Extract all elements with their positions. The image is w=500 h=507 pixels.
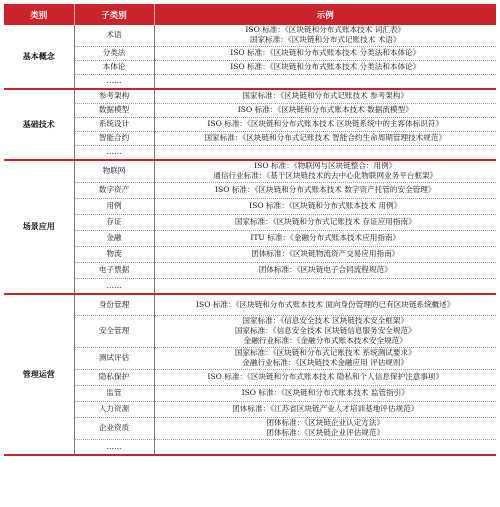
example-cell (154, 246, 496, 262)
example-cell (154, 89, 496, 103)
table-row (4, 294, 496, 315)
table-row (4, 25, 496, 46)
example-text: ISO 标准：《区块链和分布式账本技术 分类法和本体论》 (230, 62, 421, 71)
header-subcategory: 子类别 (74, 4, 154, 25)
subcategory-cell: 系统设计 (74, 117, 154, 131)
example-text: 团体标准：《江苏省区块链产业人才培训基地评估规范》 (232, 404, 419, 413)
table-row (4, 315, 496, 347)
example-text: ISO 标准：《区块链和分布式账本技术 面向身份管理的已有区块链系统概述》 (196, 299, 455, 309)
table-row (4, 439, 496, 455)
header-row (4, 4, 496, 25)
subcategory-cell: 数据模型 (74, 103, 154, 117)
subcategory-cell: 本体论 (74, 60, 154, 74)
example-cell (154, 278, 496, 294)
subcategory-cell: 金融 (74, 230, 154, 246)
header-category: 类别 (4, 4, 74, 25)
example-cell (154, 369, 496, 385)
subcategory-cell: 安全管理 (74, 315, 154, 347)
table-row (4, 347, 496, 369)
standards-table (4, 4, 496, 456)
table-row (4, 89, 496, 103)
table-row (4, 214, 496, 230)
subcategory-cell: 监管 (74, 385, 154, 401)
example-text: 国家标准：《区块链和分布式记账技术 存证应用指南》 (234, 217, 416, 226)
table-row (4, 246, 496, 262)
example-cell (154, 385, 496, 401)
example-cell (154, 74, 496, 89)
category-cell: 管理运营 (4, 294, 74, 455)
table-row (4, 131, 496, 145)
example-cell (154, 103, 496, 117)
example-cell (154, 46, 496, 60)
table-body (4, 25, 496, 455)
subcategory-cell: …… (74, 439, 154, 455)
subcategory-cell: 物流 (74, 246, 154, 262)
example-cell (154, 117, 496, 131)
example-cell (154, 198, 496, 214)
example-cell (154, 214, 496, 230)
example-text: ISO 标准：《区块链和分布式账本技术 隐私和个人信息保护注意事项》 (207, 372, 444, 381)
table-row (4, 117, 496, 131)
example-cell (154, 160, 496, 182)
subcategory-cell: 企业资质 (74, 417, 154, 439)
subcategory-cell: 测试评估 (74, 347, 154, 369)
example-cell (154, 60, 496, 74)
subcategory-cell: 存证 (74, 214, 154, 230)
example-cell (154, 401, 496, 417)
example-text: ISO 标准：《区块链和分布式账本技术 数字资产托管的安全管理》 (215, 185, 436, 194)
table-row (4, 160, 496, 182)
example-cell (154, 439, 496, 455)
subcategory-cell: 参考架构 (74, 89, 154, 103)
table-row (4, 198, 496, 214)
example-text: ISO 标准：《区块链和分布式账本技术 词汇表》 (245, 25, 406, 35)
subcategory-cell: 隐私保护 (74, 369, 154, 385)
example-text: 国家标准：《信息安全技术 区块链信息服务安全规范》 (234, 326, 416, 335)
example-text: 金融行业标准：《金融分布式账本技术安全规范》 (243, 336, 407, 345)
table-row (4, 182, 496, 198)
example-cell (154, 294, 496, 315)
subcategory-cell: 分类法 (74, 46, 154, 60)
example-text: ISO 标准：《区块链和分布式账本技术 用例》 (249, 201, 402, 210)
example-cell (154, 145, 496, 160)
example-text: ISO 标准：《区块链和分布式账本技术 监管指引》 (241, 388, 409, 397)
subcategory-cell: …… (74, 278, 154, 294)
example-cell (154, 182, 496, 198)
example-text: 国家标准：《区块链和分布式记账技术 系统测试要求》 (234, 348, 416, 357)
category-cell: 基本概念 (4, 25, 74, 89)
example-cell (154, 25, 496, 46)
table-row (4, 401, 496, 417)
table-row (4, 278, 496, 294)
subcategory-cell: 物联网 (74, 160, 154, 182)
example-cell (154, 262, 496, 278)
example-text: 国家标准：《区块链和分布式记账技术 参考架构》 (242, 91, 409, 101)
example-cell (154, 347, 496, 369)
example-cell (154, 417, 496, 439)
example-text: 通信行业标准：《基于区块链技术的去中心化物联网业务平台框架》 (213, 171, 438, 181)
example-text: 金融行业标准：《区块链技术金融应用 评估规则》 (242, 358, 409, 367)
example-text: 团体标准：《区块链物流资产交易应用指南》 (251, 249, 400, 258)
table-row (4, 46, 496, 60)
table-row (4, 417, 496, 439)
example-text: 国家标准：《区块链和分布式记账技术 术语》 (250, 35, 401, 45)
header-example: 示例 (154, 4, 496, 25)
table-row (4, 230, 496, 246)
table-row (4, 145, 496, 160)
example-text: ISO 标准：《区块链和分布式账本技术 区块链系统中的主客体标识符》 (207, 119, 444, 128)
example-text: 国家标准：《信息安全技术 区块链技术安全框架》 (242, 316, 409, 325)
example-cell (154, 131, 496, 145)
table-row (4, 369, 496, 385)
example-text: 国家标准：《区块链和分布式记账技术 智能合约生命周期管理技术规范》 (204, 133, 447, 142)
subcategory-cell: …… (74, 145, 154, 160)
subcategory-cell: 人力资源 (74, 401, 154, 417)
subcategory-cell: 智能合约 (74, 131, 154, 145)
table-row (4, 60, 496, 74)
example-cell (154, 230, 496, 246)
example-text: 团体标准：《区块链电子合同流程规范》 (258, 265, 392, 274)
example-text: ISO 标准：《区块链和分布式账本技术 分类法和本体论》 (230, 48, 421, 57)
subcategory-cell: …… (74, 74, 154, 89)
standards-table-wrapper (4, 4, 496, 456)
example-text: 团体标准：《区块链企业评估规范》 (266, 428, 385, 437)
example-text: ITU 标准：《金融分布式账本技术应用指南》 (250, 233, 401, 242)
category-cell: 场景应用 (4, 160, 74, 294)
table-row (4, 103, 496, 117)
subcategory-cell: 用例 (74, 198, 154, 214)
subcategory-cell: 身份管理 (74, 294, 154, 315)
example-text: ISO 标准：《物联网与区块链整合：用例》 (254, 161, 397, 171)
example-text: 团体标准：《区块链企业认定方法》 (266, 418, 385, 427)
category-cell: 基础技术 (4, 89, 74, 160)
subcategory-cell: 术语 (74, 25, 154, 46)
subcategory-cell: 电子票据 (74, 262, 154, 278)
example-cell (154, 315, 496, 347)
table-row (4, 74, 496, 89)
table-row (4, 385, 496, 401)
example-text: ISO 标准：《区块链和分布式账本技术 数据流模型》 (237, 105, 413, 114)
subcategory-cell: 数字资产 (74, 182, 154, 198)
table-row (4, 262, 496, 278)
